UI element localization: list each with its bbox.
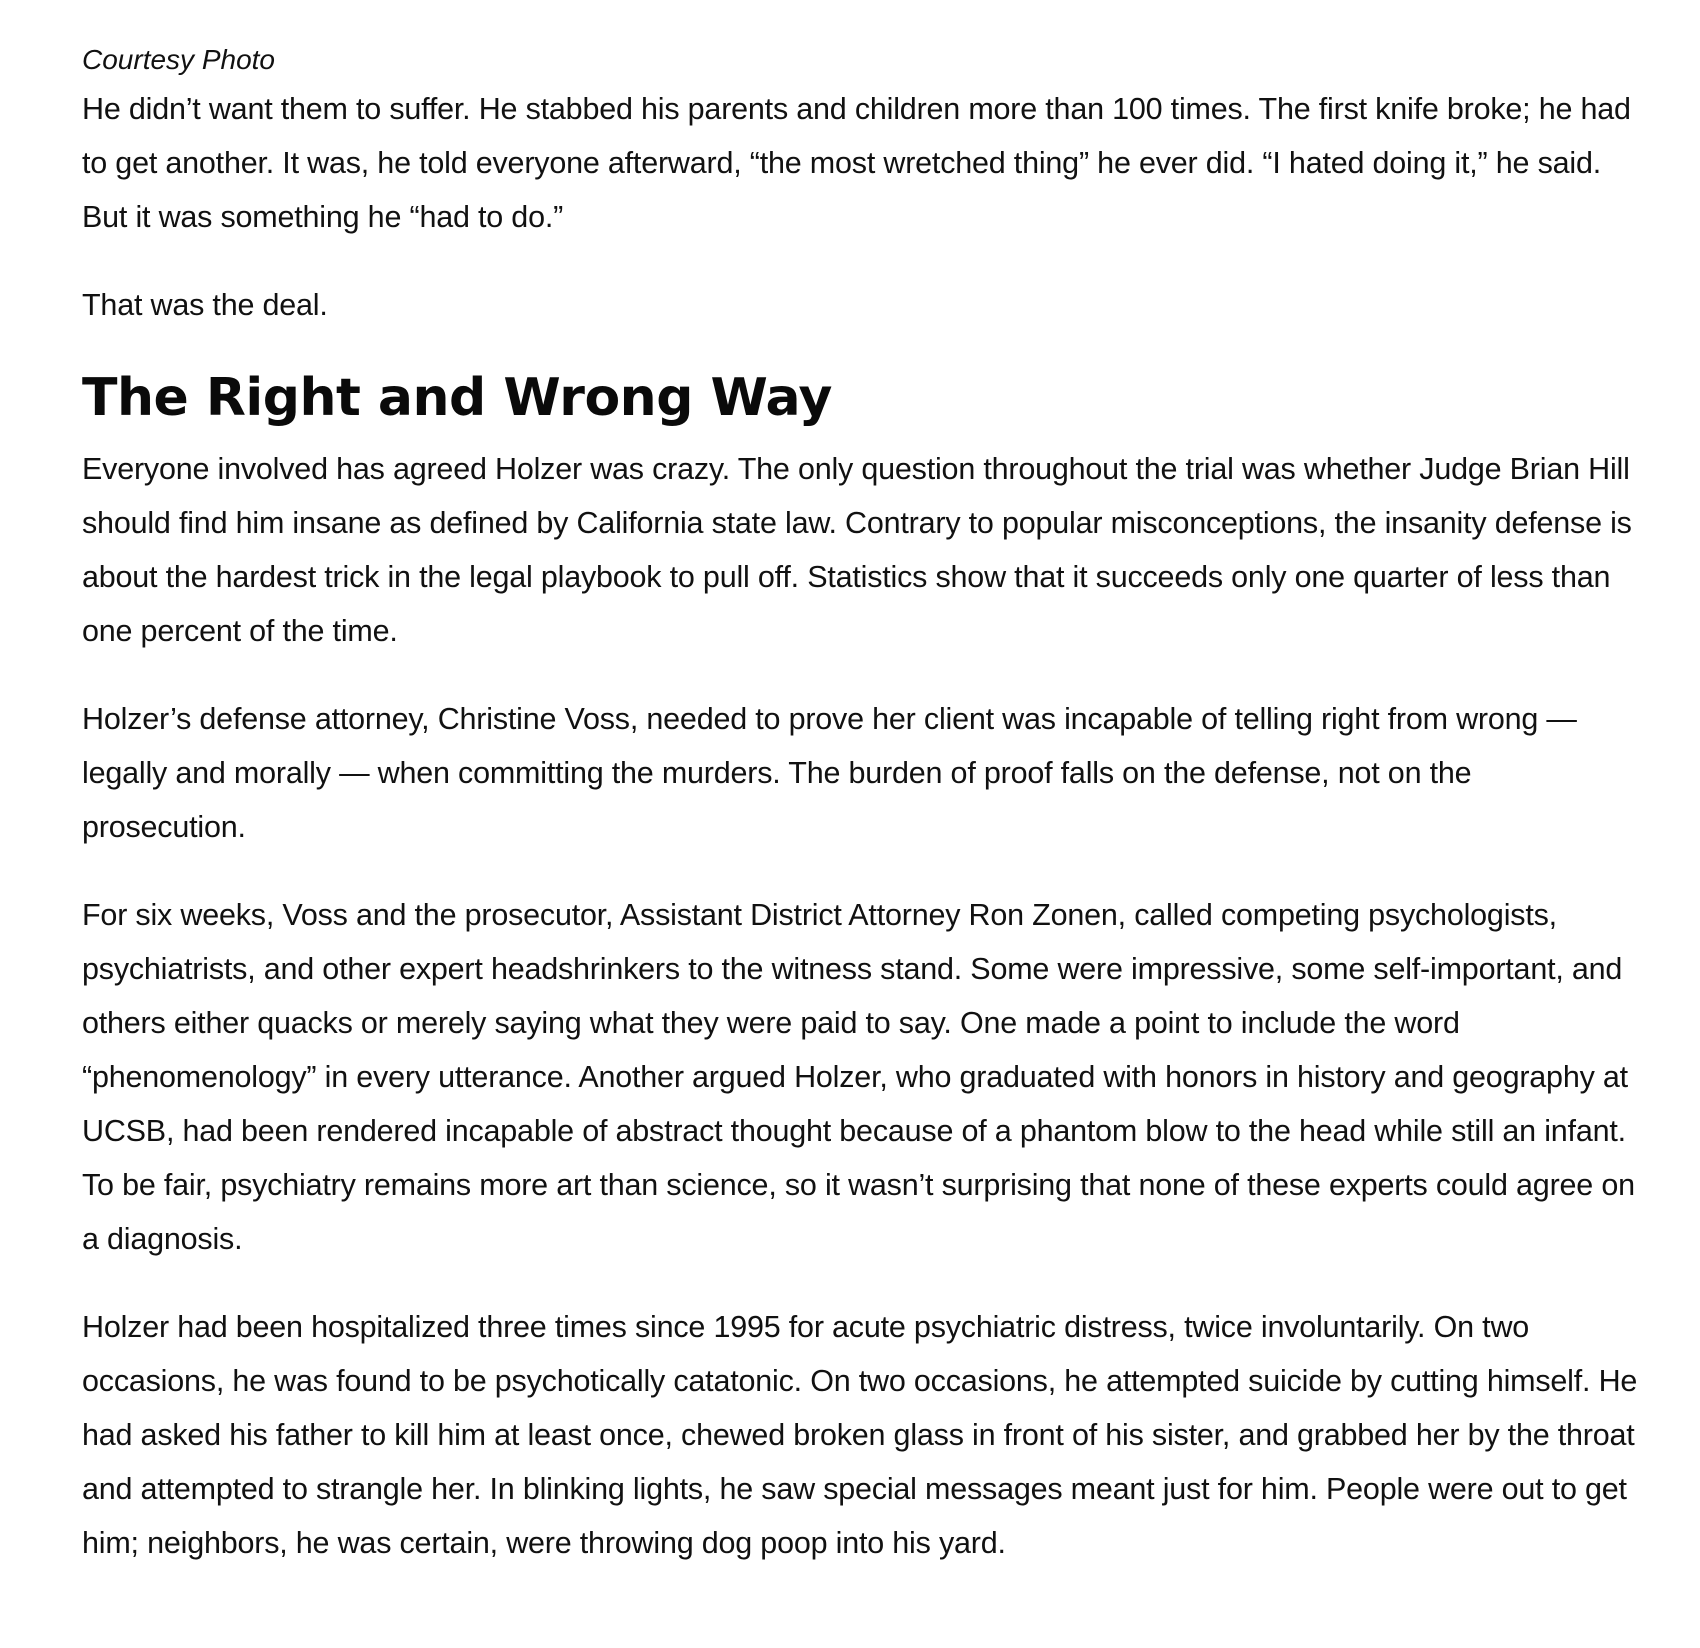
- section-paragraph: Everyone involved has agreed Holzer was crazy. The only question throughout the trial was whether Judge Brian Hill should find him insane as defined by California state law. Contrary to popular misconceptions, the insanity defense is about the hardest trick in the legal playbook to pull off. Statistics show that it succeeds only one quarter of less than one percent of the time.: [82, 452, 1632, 648]
- intro-paragraph: He didn’t want them to suffer. He stabbed his parents and children more than 100 times. The first knife broke; he had to get another. It was, he told everyone afterward, “the most wretched thing” he ever did. “I hated doing it,” he said. But it was something he “had to do.”: [82, 92, 1631, 234]
- section-paragraph: For six weeks, Voss and the prosecutor, Assistant District Attorney Ron Zonen, called competing psychologists, psychiatrists, and other expert headshrinkers to the witness stand. Some were impressive, some self-important, and others either quacks or merely saying what they were paid to say. One made a point to include the word “phenomenology” in every utterance. Another argued Holzer, who graduated with honors in history and geography at UCSB, had been rendered incapable of abstract thought because of a phantom blow to the head while still an infant. To be fair, psychiatry remains more art than science, so it wasn’t surprising that none of these experts could agree on a diagnosis.: [82, 898, 1635, 1256]
- intro-paragraph: That was the deal.: [82, 288, 328, 322]
- section-paragraph: Holzer had been hospitalized three times since 1995 for acute psychiatric distress, twice involuntarily. On two occasions, he was found to be psychotically catatonic. On two occasions, he attempted suicide by cutting himself. He had asked his father to kill him at least once, chewed broken glass in front of his sister, and grabbed her by the throat and attempted to strangle her. In blinking lights, he saw special messages meant just for him. People were out to get him; neighbors, he was certain, were throwing dog poop into his yard.: [82, 1310, 1638, 1560]
- section-paragraph: Holzer’s defense attorney, Christine Voss, needed to prove her client was incapable of telling right from wrong — legally and morally — when committing the murders. The burden of proof falls on the defense, not on the prosecution.: [82, 702, 1577, 844]
- section-heading: The Right and Wrong Way: [82, 368, 832, 428]
- photo-caption: Courtesy Photo: [82, 44, 275, 75]
- article-page: [82, 42, 1642, 1604]
